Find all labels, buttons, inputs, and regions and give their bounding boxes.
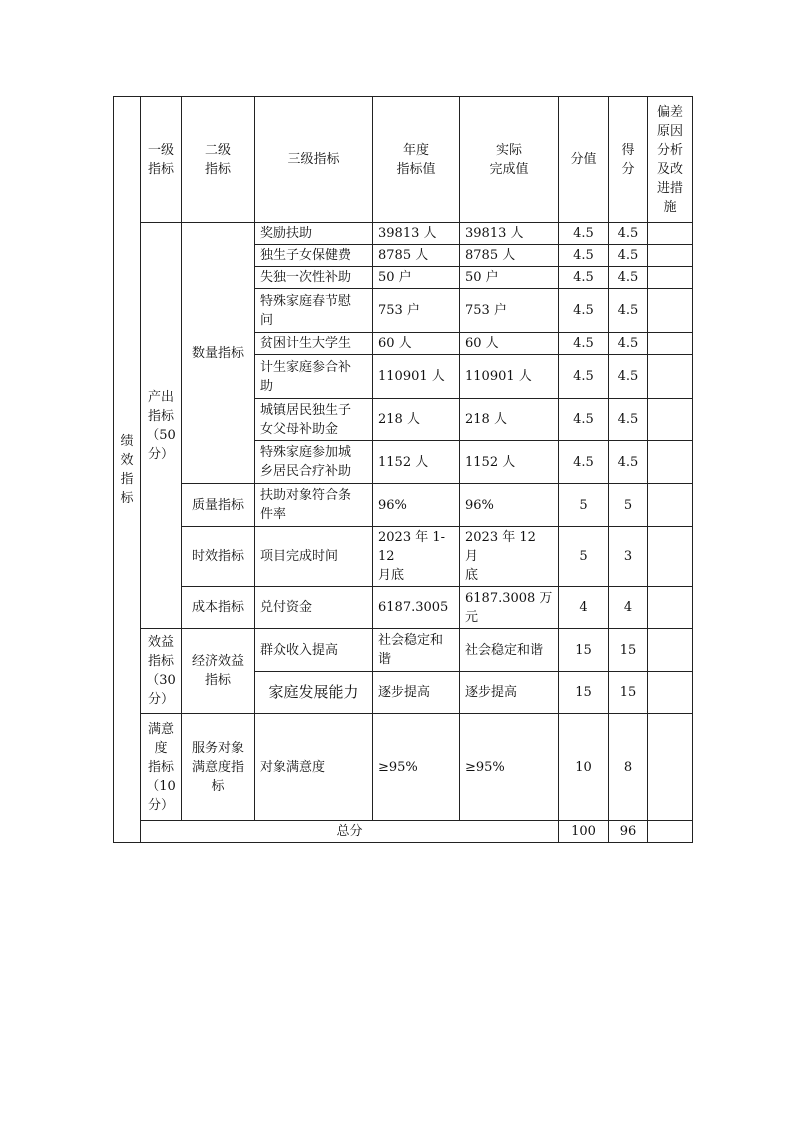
annual-target: 6187.3005 — [373, 587, 460, 629]
annual-target: 社会稳定和 谐 — [373, 629, 460, 672]
indicator-name: 项目完成时间 — [255, 527, 373, 587]
actual-value: 96% — [460, 484, 559, 527]
indicator-name: 扶助对象符合条 件率 — [255, 484, 373, 527]
annual-target: 753 户 — [373, 289, 460, 333]
deviation — [648, 484, 693, 527]
actual-value: 社会稳定和谐 — [460, 629, 559, 672]
actual-value: 逐步提高 — [460, 672, 559, 714]
header-deviation: 偏差 原因 分析 及改 进措 施 — [648, 97, 693, 223]
deviation — [648, 527, 693, 587]
score: 4.5 — [609, 267, 648, 289]
deviation — [648, 289, 693, 333]
deviation — [648, 245, 693, 267]
group-output: 产出 指标 （50 分） — [141, 223, 182, 629]
deviation — [648, 333, 693, 355]
score-value: 4.5 — [559, 267, 609, 289]
annual-target: 逐步提高 — [373, 672, 460, 714]
annual-target: 218 人 — [373, 399, 460, 441]
indicator-name: 城镇居民独生子 女父母补助金 — [255, 399, 373, 441]
deviation — [648, 267, 693, 289]
header-row — [114, 97, 693, 223]
score-value: 15 — [559, 672, 609, 714]
header-annual-target: 年度 指标值 — [373, 97, 460, 223]
score-value: 4 — [559, 587, 609, 629]
indicator-name: 群众收入提高 — [255, 629, 373, 672]
score-value: 4.5 — [559, 399, 609, 441]
subgroup-service: 服务对象 满意度指 标 — [182, 714, 255, 821]
indicator-name: 家庭发展能力 — [255, 672, 373, 714]
score-value: 4.5 — [559, 223, 609, 245]
deviation — [648, 714, 693, 821]
table-row — [114, 484, 693, 527]
actual-value: 218 人 — [460, 399, 559, 441]
indicator-name: 贫困计生大学生 — [255, 333, 373, 355]
side-label: 绩 效 指 标 — [114, 97, 141, 843]
score-value: 4.5 — [559, 441, 609, 484]
score: 4.5 — [609, 289, 648, 333]
score: 4.5 — [609, 223, 648, 245]
score-value: 4.5 — [559, 245, 609, 267]
annual-target: 1152 人 — [373, 441, 460, 484]
subgroup-economic: 经济效益 指标 — [182, 629, 255, 714]
score: 8 — [609, 714, 648, 821]
score-value: 15 — [559, 629, 609, 672]
subgroup-quantity: 数量指标 — [182, 223, 255, 484]
annual-target: 8785 人 — [373, 245, 460, 267]
table-row — [114, 629, 693, 672]
indicator-name: 失独一次性补助 — [255, 267, 373, 289]
score: 4.5 — [609, 399, 648, 441]
subgroup-timeliness: 时效指标 — [182, 527, 255, 587]
score: 4.5 — [609, 355, 648, 399]
actual-value: 110901 人 — [460, 355, 559, 399]
deviation — [648, 629, 693, 672]
deviation — [648, 441, 693, 484]
deviation — [648, 223, 693, 245]
table-row — [114, 714, 693, 821]
table-row — [114, 527, 693, 587]
indicator-name: 独生子女保健费 — [255, 245, 373, 267]
actual-value: 8785 人 — [460, 245, 559, 267]
header-score: 得 分 — [609, 97, 648, 223]
score-value: 4.5 — [559, 355, 609, 399]
actual-value: ≥95% — [460, 714, 559, 821]
actual-value: 6187.3008 万 元 — [460, 587, 559, 629]
score: 15 — [609, 672, 648, 714]
total-score: 96 — [609, 821, 648, 843]
deviation — [648, 399, 693, 441]
score-value: 10 — [559, 714, 609, 821]
annual-target: 39813 人 — [373, 223, 460, 245]
annual-target: ≥95% — [373, 714, 460, 821]
actual-value: 39813 人 — [460, 223, 559, 245]
actual-value: 2023 年 12 月 底 — [460, 527, 559, 587]
indicator-name: 特殊家庭参加城 乡居民合疗补助 — [255, 441, 373, 484]
table-row — [114, 223, 693, 245]
score: 4.5 — [609, 333, 648, 355]
indicator-name: 兑付资金 — [255, 587, 373, 629]
annual-target: 60 人 — [373, 333, 460, 355]
subgroup-quality: 质量指标 — [182, 484, 255, 527]
group-benefit: 效益 指标 （30 分） — [141, 629, 182, 714]
score-value: 5 — [559, 527, 609, 587]
score: 3 — [609, 527, 648, 587]
annual-target: 2023 年 1-12 月底 — [373, 527, 460, 587]
total-value: 100 — [559, 821, 609, 843]
actual-value: 50 户 — [460, 267, 559, 289]
deviation — [648, 355, 693, 399]
indicator-name: 奖励扶助 — [255, 223, 373, 245]
performance-indicator-table — [113, 96, 693, 843]
table-row — [114, 587, 693, 629]
header-actual: 实际 完成值 — [460, 97, 559, 223]
score-value: 5 — [559, 484, 609, 527]
actual-value: 753 户 — [460, 289, 559, 333]
header-score-value: 分值 — [559, 97, 609, 223]
total-deviation — [648, 821, 693, 843]
score: 4.5 — [609, 441, 648, 484]
group-satisfaction: 满意 度 指标 （10 分） — [141, 714, 182, 821]
annual-target: 50 户 — [373, 267, 460, 289]
subgroup-cost: 成本指标 — [182, 587, 255, 629]
annual-target: 110901 人 — [373, 355, 460, 399]
header-level2: 二级 指标 — [182, 97, 255, 223]
deviation — [648, 587, 693, 629]
header-level3: 三级指标 — [255, 97, 373, 223]
score-value: 4.5 — [559, 333, 609, 355]
indicator-name: 特殊家庭春节慰 问 — [255, 289, 373, 333]
indicator-name: 对象满意度 — [255, 714, 373, 821]
score: 4.5 — [609, 245, 648, 267]
header-level1: 一级 指标 — [141, 97, 182, 223]
score: 15 — [609, 629, 648, 672]
score: 4 — [609, 587, 648, 629]
score-value: 4.5 — [559, 289, 609, 333]
deviation — [648, 672, 693, 714]
actual-value: 1152 人 — [460, 441, 559, 484]
total-row — [114, 821, 693, 843]
actual-value: 60 人 — [460, 333, 559, 355]
indicator-name: 计生家庭参合补 助 — [255, 355, 373, 399]
score: 5 — [609, 484, 648, 527]
total-label: 总分 — [141, 821, 559, 843]
annual-target: 96% — [373, 484, 460, 527]
